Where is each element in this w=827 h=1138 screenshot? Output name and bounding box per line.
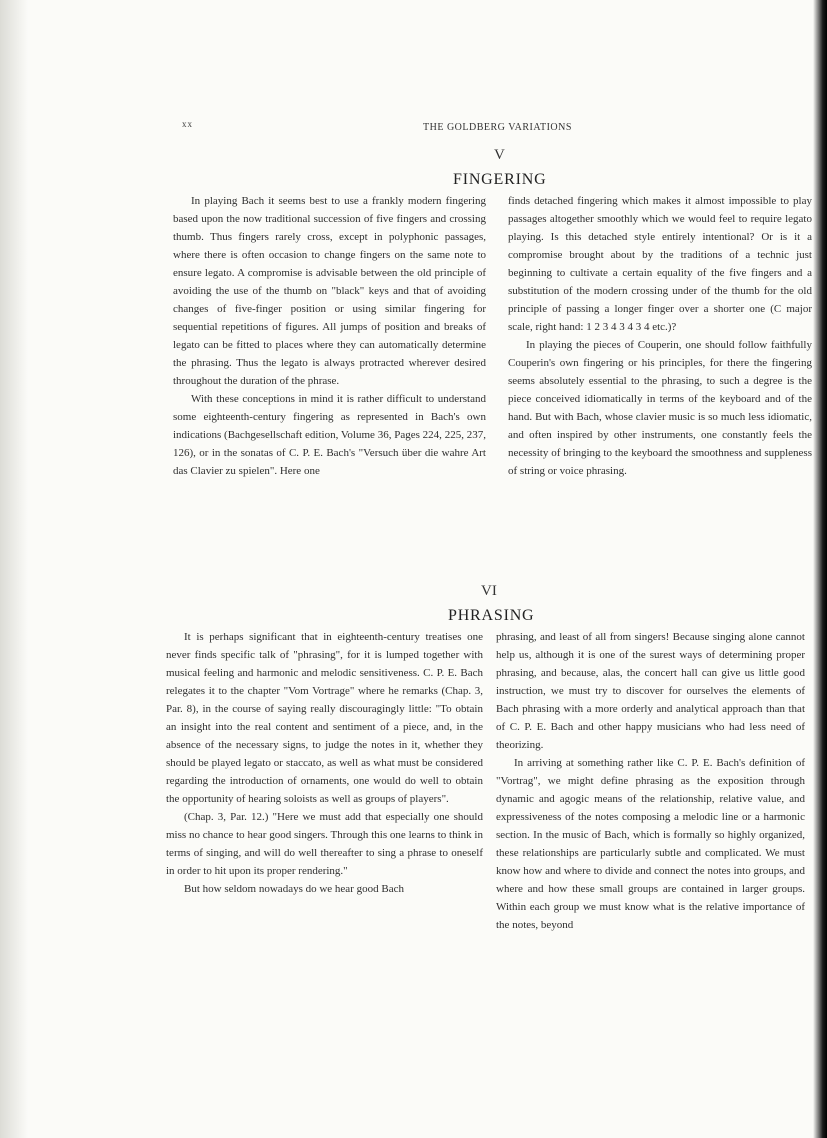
paragraph: But how seldom nowadays do we hear good Bach [184, 883, 404, 895]
section-right-column [496, 628, 805, 934]
section-left-column [166, 628, 483, 898]
section-title: PHRASING [448, 607, 535, 624]
section-title: FINGERING [453, 171, 547, 188]
paragraph: finds detached fingering which makes it almost impossible to play passages altogether smoothly which we would feel to require legato playing. Is this detached style entirely intentional? Or is it a compromise brought about by the traditions of a technic just beginning to cultivate a certain equality of the five fingers and a substitution of the modern crossing under of the thumb for the old principle of passing a longer finger over a shorter one (C major scale, right hand: 1 2 3 4 3 4 3 4 etc.)? [508, 195, 812, 333]
paragraph: It is perhaps significant that in eighteenth-century treatises one never finds specific talk of "phrasing", for it is lumped together with musical feeling and harmonic and melodic sensitiveness. C. P. E. Bach relegates it to the chapter "Vom Vortrage" where he remarks (Chap. 3, Par. 8), in the course of saying really discouragingly little: "To obtain an insight into the real content and sentiment of a piece, and, in the absence of the necessary signs, to judge the notes in it, whether they should be played legato or staccato, as well as what must be considered regarding the introduction of ornaments, one would do well to obtain the opportunity of hearing soloists as well as groups of players". [166, 631, 483, 805]
section-number: V [494, 147, 505, 163]
paragraph: In arriving at something rather like C. P. E. Bach's definition of "Vortrag", we might define phrasing as the exposition through dynamic and agogic means of the relationship, relative value, and expressiveness of the notes composing a melodic line or a harmonic section. In the music of Bach, which is formally so highly organized, these relationships are particularly subtle and complicated. We must know how and where to divide and connect the notes into groups, and where and how these small groups are contained in larger groups. Within each group we must know what is the relative importance of the notes, beyond [496, 757, 805, 931]
paragraph: With these conceptions in mind it is rather difficult to understand some eighteenth-century fingering as represented in Bach's own indications (Bachgesellschaft edition, Volume 36, Pages 224, 225, 237, 126), or in the sonatas of C. P. E. Bach's "Versuch über die wahre Art das Clavier zu spielen". Here one [173, 393, 486, 477]
section-left-column [173, 192, 486, 480]
paragraph: In playing Bach it seems best to use a frankly modern fingering based upon the now traditional succession of five fingers and crossing thumb. Thus fingers rarely cross, except in polyphonic passages, where there is often occasion to change fingers on the same note to ensure legato. A compromise is advisable between the old principle of avoiding the use of the thumb on "black" keys and that of avoiding changes of five-finger position or using similar fingering for sequential repetitions of figures. All jumps of position and breaks of legato can be fitted to places where they can automatically determine the phrasing. Thus the legato is always protracted wherever desired throughout the duration of the phrase. [173, 195, 486, 387]
page-edge-shadow [813, 0, 827, 1138]
page-number: xx [182, 119, 193, 129]
page-gutter-shadow [0, 0, 28, 1138]
paragraph: phrasing, and least of all from singers! Because singing alone cannot help us, although it is one of the surest ways of determining proper phrasing, and because, alas, the concert hall can give us little good instruction, we must try to discover for ourselves the elements of Bach phrasing with a more orderly and analytical approach than that of C. P. E. Bach and other happy musicians who had less need of theorizing. [496, 631, 805, 751]
section-number: VI [481, 583, 497, 599]
section-right-column [508, 192, 812, 480]
running-title: THE GOLDBERG VARIATIONS [423, 122, 572, 133]
paragraph: (Chap. 3, Par. 12.) "Here we must add that especially one should miss no chance to hear good singers. Through this one learns to think in terms of singing, and will do well thereafter to sing a phrase to oneself in order to hit upon its proper rendering." [166, 811, 483, 877]
paragraph: In playing the pieces of Couperin, one should follow faithfully Couperin's own fingering or his principles, for there the fingering seems absolutely essential to the phrasing, to such a degree is the piece conceived idiomatically in terms of the keyboard and of the hand. But with Bach, whose clavier music is so much less idiomatic, and often inspired by other instruments, one constantly feels the necessity of bringing to the keyboard the smoothness and suppleness of string or voice phrasing. [508, 339, 812, 477]
